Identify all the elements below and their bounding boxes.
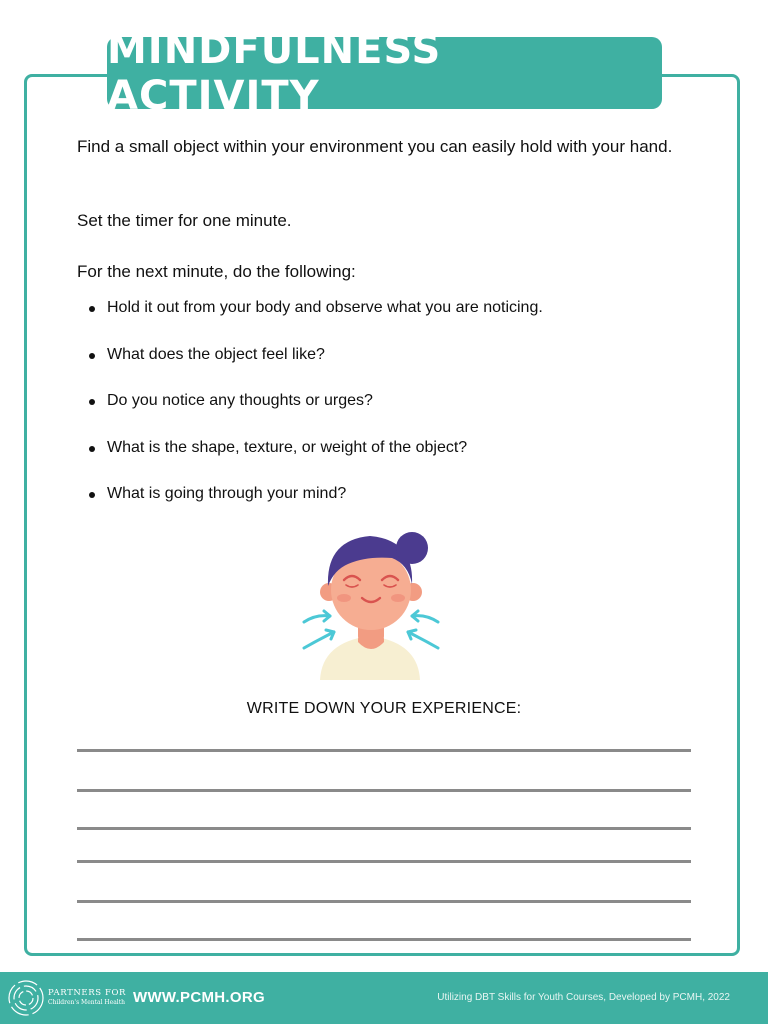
list-item: Hold it out from your body and observe what you are noticing. [77,296,687,343]
footer [0,972,768,1024]
logo-wordmark [48,989,126,1007]
pcmh-logo-icon [6,978,46,1018]
write-experience-label: WRITE DOWN YOUR EXPERIENCE: [246,700,522,717]
page-title: MINDFULNESS ACTIVITY [107,27,442,119]
timer-text: Set the timer for one minute. [77,211,292,230]
website-link[interactable]: WWW.PCMH.ORG [133,989,265,1006]
list-item: What does the object feel like? [77,343,687,390]
writing-line[interactable] [77,860,691,863]
footer-credit: Utilizing DBT Skills for Youth Courses, Developed by PCMH, 2022 [437,992,730,1003]
lead-in-text: For the next minute, do the following: [77,262,356,281]
list-item: Do you notice any thoughts or urges? [77,389,687,436]
steps-list [77,296,687,529]
writing-line[interactable] [77,789,691,792]
list-item: What is going through your mind? [77,482,687,529]
writing-line[interactable] [77,749,691,752]
title-banner [107,27,662,119]
writing-line[interactable] [77,938,691,941]
writing-line[interactable] [77,827,691,830]
writing-line[interactable] [77,900,691,903]
logo-line2: Children's Mental Health [48,999,125,1006]
intro-text: Find a small object within your environment you can easily hold with your hand. [77,137,673,156]
list-item: What is the shape, texture, or weight of the object? [77,436,687,483]
logo-line1: PARTNERS FOR [48,988,127,998]
mindful-breathing-person-icon [296,524,446,680]
